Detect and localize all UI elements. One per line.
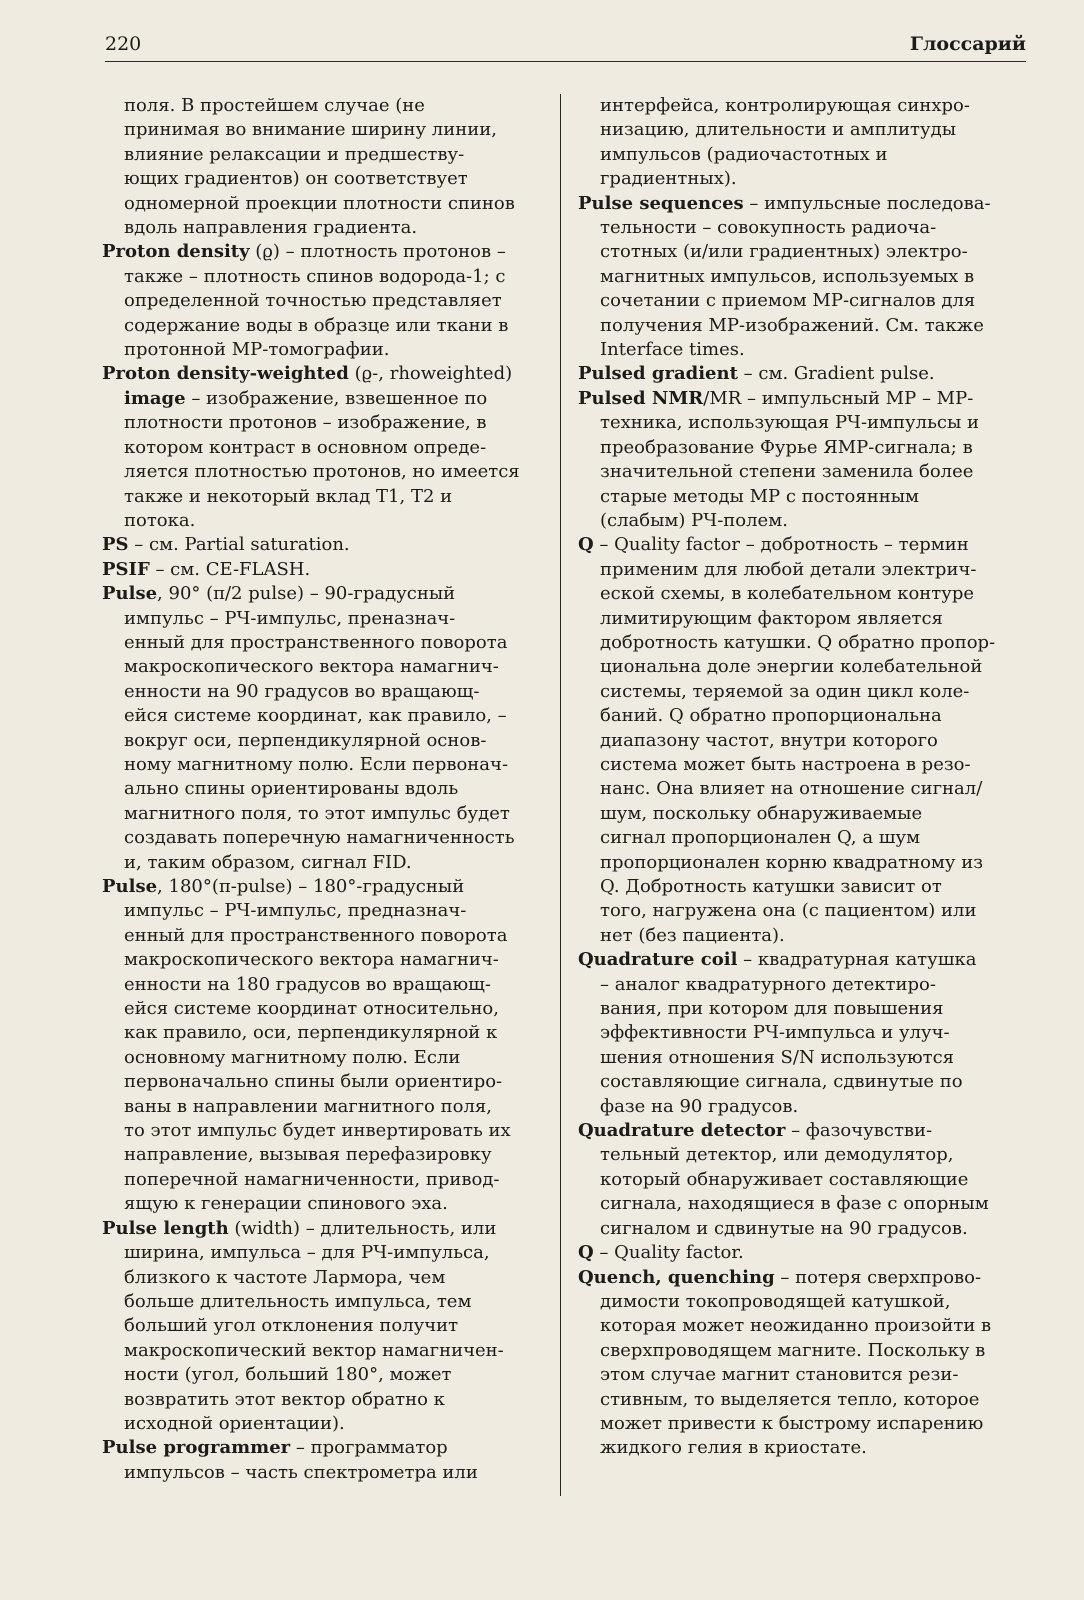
entry-line (102, 362, 543, 386)
entry-line (102, 875, 543, 899)
entry-line: возвратить этот вектор обратно к (124, 1388, 445, 1410)
entry-line: магнитных импульсов, используемых в (600, 265, 975, 287)
entry-line (102, 387, 543, 411)
entry-line: одномерной проекции плотности спинов (124, 192, 515, 214)
entry-line: жидкого гелия в криостате. (600, 1437, 867, 1459)
entry-line: импульсов (радиочастотных и (600, 143, 888, 165)
entry-line: получения МР-изображений. См. также (600, 314, 984, 336)
glossary-entry-quadrature-coil (578, 948, 1028, 1119)
entry-line (102, 558, 543, 582)
right-column (578, 94, 1028, 1560)
running-title: Глоссарий (909, 33, 1026, 55)
entry-line: ющих градиентов) он соответствует (124, 168, 468, 190)
page-number: 220 (105, 33, 142, 55)
entry-line: интерфейса, контролирующая синхро- (600, 95, 970, 116)
glossary-term: Pulsed NMR (578, 387, 704, 409)
glossary-entry-cont-pulse-programmer (578, 94, 1028, 192)
entry-line: направление, вызывая перефазировку (124, 1144, 492, 1166)
glossary-term: Pulsed gradient (578, 363, 738, 385)
entry-line: сверхпроводящем магните. Поскольку в (600, 1339, 986, 1361)
glossary-entry-cont-proton-density (102, 94, 543, 240)
entry-line: сигнала, находящиеся в фазе с опорным (600, 1193, 989, 1215)
entry-line: циональна доле энергии колебательной (600, 656, 983, 678)
left-column (102, 94, 543, 1560)
glossary-entry-pulse-90 (102, 582, 543, 875)
entry-line (102, 582, 543, 606)
definition-text: – квадратурная катушка (737, 949, 977, 971)
entry-line (578, 533, 1028, 557)
entry-line: ейся системе координат, как правило, – (124, 705, 507, 727)
glossary-entry-pulse-180 (102, 875, 543, 1217)
glossary-term: PSIF (102, 558, 150, 580)
entry-line: протонной МР-томографии. (124, 339, 390, 361)
entry-line (578, 1119, 1028, 1143)
entry-line: вания, при котором для повышения (600, 998, 944, 1020)
entry-line: потока. (124, 509, 196, 531)
definition-text: – Quality factor. (593, 1242, 744, 1264)
entry-line: близкого к частоте Лармора, чем (124, 1266, 446, 1288)
definition-text: /MR – импульсный МР – МР- (703, 387, 974, 409)
entry-line: сигналом и сдвинутые на 90 градусов. (600, 1217, 968, 1239)
entry-line: исходной ориентации). (124, 1412, 345, 1434)
glossary-term: Quench, quenching (578, 1266, 775, 1288)
entry-line: система может быть настроена в резо- (600, 753, 971, 775)
glossary-term: Quadrature detector (578, 1120, 786, 1142)
glossary-entry-proton-density-weighted (102, 362, 543, 533)
column-divider (560, 94, 561, 1496)
entry-line: ности (угол, больший 180°, может (124, 1364, 452, 1386)
entry-line: содержание воды в образце или ткани в (124, 314, 509, 336)
entry-line: импульс – РЧ-импульс, предназнач- (124, 900, 467, 922)
entry-line: системы, теряемой за один цикл коле- (600, 680, 970, 702)
entry-line: больше длительность импульса, тем (124, 1290, 472, 1312)
entry-line: шум, поскольку обнаруживаемые (600, 802, 923, 824)
entry-line: фазе на 90 градусов. (600, 1095, 799, 1117)
entry-line: енный для пространственного поворота (124, 924, 508, 946)
entry-line: импульсов – часть спектрометра или (124, 1461, 478, 1483)
glossary-term: Quadrature coil (578, 949, 738, 971)
entry-line: основному магнитному полю. Если (124, 1046, 461, 1068)
glossary-entry-ps (102, 533, 543, 557)
definition-text: (ϱ-, rhoweighted) (348, 363, 513, 385)
entry-line: ваны в направлении магнитного поля, (124, 1095, 492, 1117)
definition-text: – Quality factor – добротность – термин (593, 534, 969, 556)
entry-line: ящую к генерации спинового эха. (124, 1193, 448, 1215)
entry-line (578, 1266, 1028, 1290)
entry-line: диапазону частот, внутри которого (600, 729, 938, 751)
entry-line: Interface times. (600, 339, 745, 361)
glossary-entry-q-quality-factor (578, 533, 1028, 948)
entry-line: преобразование Фурье ЯМР-сигнала; в (600, 436, 973, 458)
definition-text: – потеря сверхпрово- (774, 1266, 982, 1288)
entry-line: сигнал пропорционален Q, а шум (600, 827, 921, 849)
entry-line: может привести к быстрому испарению (600, 1412, 984, 1434)
entry-line: и, таким образом, сигнал FID. (124, 851, 412, 873)
page-header (105, 24, 1026, 62)
entry-line: применим для любой детали электрич- (600, 558, 977, 580)
entry-line: старые методы МР с постоянным (600, 485, 920, 507)
entry-line: макроскопического вектора намагнич- (124, 656, 499, 678)
glossary-term: Pulse sequences (578, 192, 744, 214)
entry-line: того, нагружена она (с пациентом) или (600, 900, 977, 922)
entry-line: также и некоторый вклад T1, T2 и (124, 485, 453, 507)
entry-line: которая может неожиданно произойти в (600, 1315, 992, 1337)
entry-line: также – плотность спинов водорода-1; с (124, 265, 506, 287)
entry-line: стивным, то выделяется тепло, которое (600, 1388, 980, 1410)
entry-line: нанс. Она влияет на отношение сигнал/ (600, 778, 983, 800)
entry-line: Q. Добротность катушки зависит от (600, 876, 942, 897)
entry-line (102, 1217, 543, 1241)
glossary-term: Q (578, 534, 594, 556)
entry-line (578, 948, 1028, 972)
glossary-entry-proton-density (102, 240, 543, 362)
glossary-entry-pulsed-gradient (578, 362, 1028, 386)
entry-line: принимая во внимание ширину линии, (124, 119, 497, 141)
entry-line: ширина, импульса – для РЧ-импульса, (124, 1242, 490, 1264)
entry-line: магнитного поля, то этот импульс будет (124, 802, 510, 824)
entry-line: составляющие сигнала, сдвинутые по (600, 1071, 963, 1093)
definition-text: – изображение, взвешенное по (185, 387, 488, 409)
definition-text: (width) – длительность, или (228, 1217, 497, 1239)
entry-line: плотности протонов – изображение, в (124, 412, 487, 434)
entry-line: создавать поперечную намагниченность (124, 827, 515, 849)
entry-line: макроскопический вектор намагничен- (124, 1339, 504, 1361)
entry-line (578, 387, 1028, 411)
glossary-term: Pulse (102, 876, 158, 897)
entry-line: вокруг оси, перпендикулярной основ- (124, 729, 487, 751)
entry-line: низацию, длительности и амплитуды (600, 119, 957, 141)
entry-line: то этот импульс будет инвертировать их (124, 1120, 511, 1142)
glossary-entry-psif (102, 558, 543, 582)
entry-line: этом случае магнит становится рези- (600, 1364, 959, 1386)
glossary-term: Pulse length (102, 1217, 229, 1239)
entry-line: макроскопического вектора намагнич- (124, 949, 499, 971)
glossary-entry-quadrature-detector (578, 1119, 1028, 1241)
entry-line: градиентных). (600, 168, 737, 190)
definition-text: – см. CE-FLASH. (149, 558, 311, 580)
entry-line (578, 1241, 1028, 1265)
definition-text: – см. Gradient pulse. (737, 363, 935, 385)
entry-line: енности на 180 градусов во вращающ- (124, 973, 491, 995)
definition-text: – фазочувстви- (785, 1120, 933, 1142)
glossary-term: Q (578, 1242, 594, 1264)
entry-line: вдоль направления градиента. (124, 217, 418, 239)
glossary-entry-q (578, 1241, 1028, 1265)
entry-line: ляется плотностью протонов, но имеется (124, 461, 520, 483)
entry-line: эффективности РЧ-импульса и улуч- (600, 1022, 950, 1044)
entry-line: пропорционален корню квадратному из (600, 851, 984, 873)
entry-line: как правило, оси, перпендикулярной к (124, 1022, 498, 1044)
entry-line: поля. В простейшем случае (не (124, 95, 425, 116)
entry-line: – аналог квадратурного детектиро- (600, 973, 936, 995)
definition-text: , 180°(π-pulse) – 180°-градусный (157, 876, 465, 897)
entry-line (578, 192, 1028, 216)
entry-line: (слабым) РЧ-полем. (600, 509, 788, 531)
entry-line: добротность катушки. Q обратно пропор- (600, 631, 996, 653)
entry-line: сочетании с приемом МР-сигналов для (600, 290, 976, 312)
entry-line: первоначально спины были ориентиро- (124, 1071, 503, 1093)
entry-line: определенной точностью представляет (124, 290, 502, 312)
entry-line: влияние релаксации и предшеству- (124, 143, 465, 165)
entry-line: техника, использующая РЧ-импульсы и (600, 412, 980, 434)
entry-line: енности на 90 градусов во вращающ- (124, 680, 480, 702)
entry-line: ному магнитному полю. Если первонач- (124, 753, 509, 775)
entry-line: поперечной намагниченности, привод- (124, 1168, 500, 1190)
glossary-entry-pulse-length (102, 1217, 543, 1437)
entry-line: баний. Q обратно пропорциональна (600, 705, 942, 727)
glossary-term: Pulse (102, 583, 158, 605)
glossary-term: Proton density-weighted (102, 363, 349, 385)
glossary-entry-pulsed-nmr (578, 387, 1028, 533)
entry-line (102, 240, 543, 264)
entry-line: енный для пространственного поворота (124, 631, 508, 653)
entry-line: шения отношения S/N используются (600, 1046, 955, 1068)
entry-line: который обнаруживает составляющие (600, 1168, 969, 1190)
entry-line: котором контраст в основном опреде- (124, 436, 487, 458)
glossary-term: Proton density (102, 241, 250, 263)
entry-line: импульс – РЧ-импульс, преназнач- (124, 607, 456, 629)
entry-line: нет (без пациента). (600, 924, 785, 946)
entry-line (102, 1436, 543, 1460)
definition-text: – см. Partial saturation. (128, 534, 350, 556)
entry-line: еской схемы, в колебательном контуре (600, 583, 975, 605)
entry-line: тельный детектор, или демодулятор, (600, 1144, 954, 1166)
definition-text: – импульсные последова- (743, 192, 991, 214)
glossary-entry-pulse-programmer (102, 1436, 543, 1485)
glossary-entry-quench (578, 1266, 1028, 1461)
glossary-term: PS (102, 534, 129, 556)
entry-line: лимитирующим фактором является (600, 607, 943, 629)
entry-line: ейся системе координат относительно, (124, 998, 499, 1020)
entry-line: стотных (и/или градиентных) электро- (600, 241, 968, 263)
glossary-entry-pulse-sequences (578, 192, 1028, 363)
entry-line (578, 362, 1028, 386)
definition-text: (ϱ) – плотность протонов – (249, 241, 506, 263)
entry-line: значительной степени заменила более (600, 461, 974, 483)
entry-line: тельности – совокупность радиоча- (600, 217, 937, 239)
entry-line: ально спины ориентированы вдоль (124, 778, 459, 800)
definition-text: – программатор (290, 1437, 448, 1459)
entry-line: больший угол отклонения получит (124, 1315, 459, 1337)
entry-line (102, 533, 543, 557)
glossary-term: Pulse programmer (102, 1437, 291, 1459)
entry-line: димости токопроводящей катушкой, (600, 1290, 951, 1312)
glossary-term: image (124, 387, 186, 409)
definition-text: , 90° (π/2 pulse) – 90-градусный (157, 583, 456, 605)
